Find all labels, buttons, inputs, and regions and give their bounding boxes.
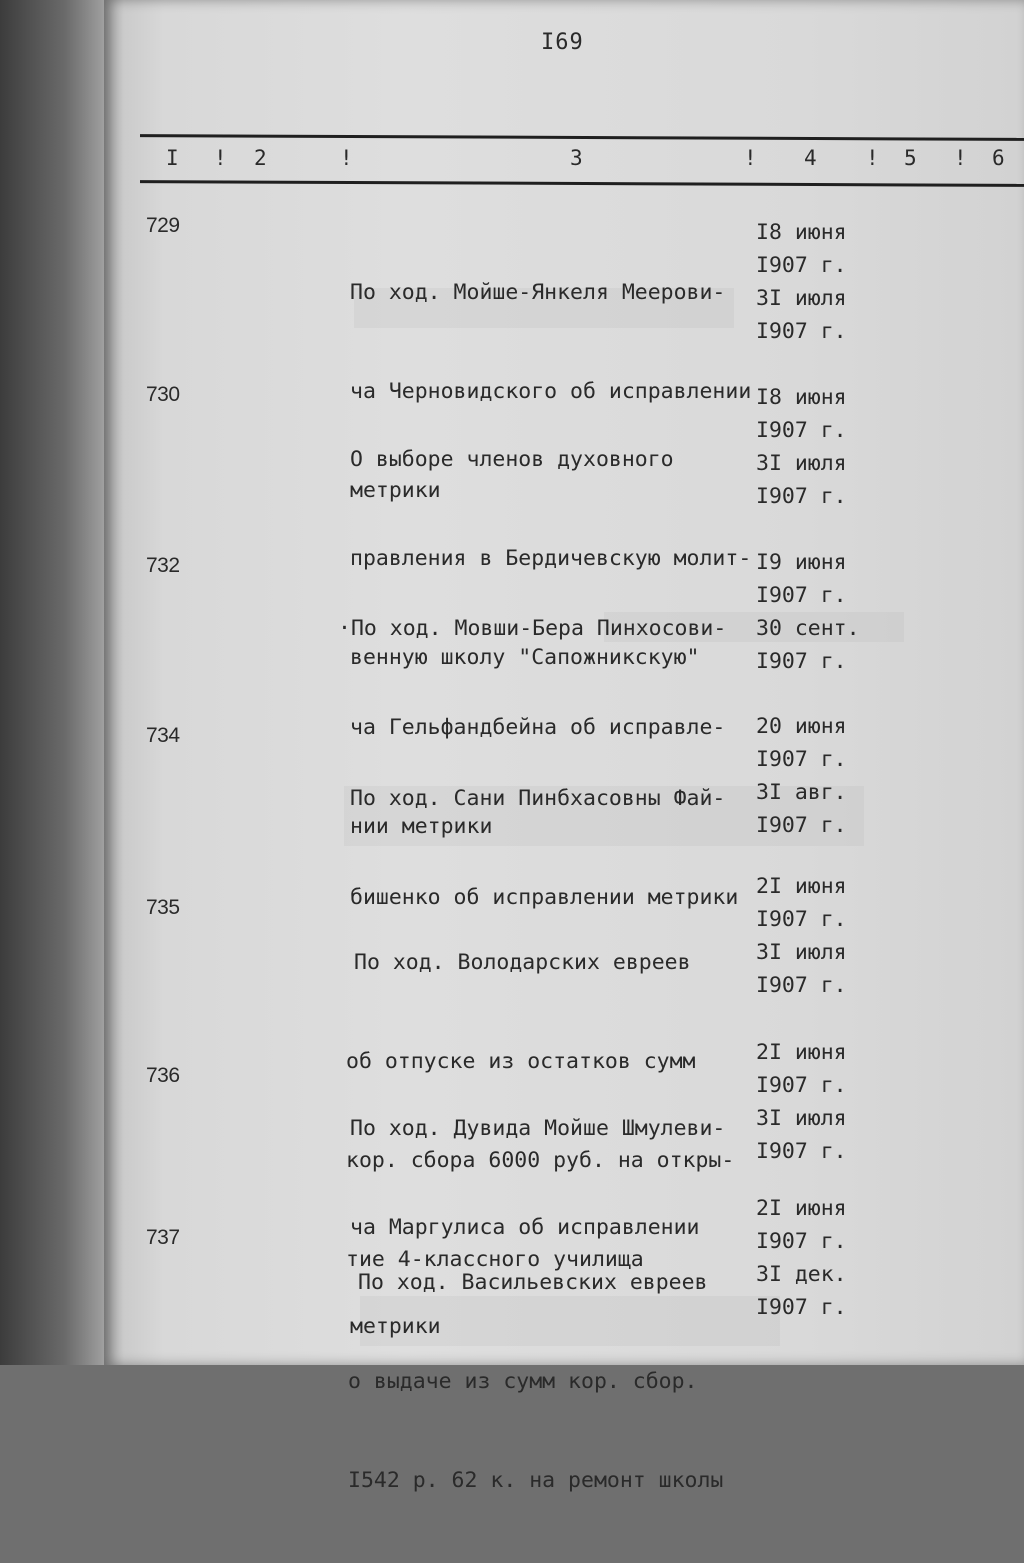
date-line: I8 июня [756, 220, 847, 245]
date-line: I907 г. [756, 973, 847, 998]
date-line: I907 г. [756, 747, 847, 772]
description-line: ча Гельфандбейна об исправле- [350, 715, 726, 740]
description-line: о выдаче из сумм кор. сбор. [348, 1369, 698, 1394]
description-line: венную школу "Сапожникскую" [350, 645, 700, 670]
description-line: метрики [350, 1314, 441, 1339]
date-line: 3I дек. [756, 1262, 847, 1287]
date-line: I8 июня [756, 385, 847, 410]
description-line: По ход. Васильевских евреев [358, 1270, 708, 1295]
entry-dates [756, 546, 886, 678]
entry-number: 735 [146, 896, 180, 919]
description-line: кор. сбора 6000 руб. на откры- [346, 1148, 735, 1173]
description-line: об отпуске из остатков сумм [346, 1049, 696, 1074]
column-header-6: 6 [992, 146, 1005, 170]
entry-number: 737 [146, 1226, 180, 1249]
entry-number: 732 [146, 554, 180, 577]
date-line: I907 г. [756, 649, 847, 674]
document-page [104, 0, 1024, 1493]
description-line: метрики [350, 478, 441, 503]
description-line: правления в Бердичевскую молит- [350, 546, 752, 571]
column-separator: ! [744, 146, 757, 170]
column-header-3: 3 [570, 146, 583, 170]
column-separator: ! [866, 146, 879, 170]
date-line: I907 г. [756, 319, 847, 344]
description-line: По ход. Сани Пинбхасовны Фай- [350, 786, 726, 811]
column-separator: ! [214, 146, 227, 170]
description-line: нии метрики [350, 814, 493, 839]
entry-dates [756, 381, 886, 513]
column-header-2: 2 [254, 146, 267, 170]
entry-number: 729 [146, 214, 180, 237]
entry-number: 734 [146, 724, 180, 747]
date-line: I907 г. [756, 907, 847, 932]
column-separator: ! [340, 146, 353, 170]
column-header-4: 4 [804, 146, 817, 170]
date-line: I907 г. [756, 813, 847, 838]
date-line: 30 сент. [756, 616, 860, 641]
date-line: I907 г. [756, 253, 847, 278]
date-line: 3I июля [756, 940, 847, 965]
description-line: ча Черновидского об исправлении [350, 379, 752, 404]
entry-dates [756, 216, 886, 348]
description-line: бишенко об исправлении метрики [350, 885, 739, 910]
column-separator: ! [954, 146, 967, 170]
description-line: По ход. Володарских евреев [354, 950, 691, 975]
date-line: I907 г. [756, 1229, 847, 1254]
entries-table [104, 0, 1024, 1493]
entry-dates [756, 1192, 886, 1324]
date-line: I907 г. [756, 418, 847, 443]
entry-dates [756, 710, 886, 842]
description-line: ча Маргулиса об исправлении [350, 1215, 700, 1240]
date-line: 3I июля [756, 286, 847, 311]
entry-dates [756, 870, 886, 1002]
entry-number: 730 [146, 383, 180, 406]
book-binding-shadow [0, 0, 118, 1365]
description-line: ·По ход. Мовши-Бера Пинхосови- [338, 616, 727, 641]
column-header-1: I [166, 146, 179, 170]
date-line: I907 г. [756, 1073, 847, 1098]
date-line: 3I авг. [756, 780, 847, 805]
date-line: 2I июня [756, 874, 847, 899]
date-line: I907 г. [756, 1139, 847, 1164]
entry-dates [756, 1036, 886, 1168]
entry-number: 736 [146, 1064, 180, 1087]
description-line: тие 4-классного училища [346, 1247, 644, 1272]
entry-description [348, 1200, 778, 1563]
date-line: I907 г. [756, 583, 847, 608]
date-line: I9 июня [756, 550, 847, 575]
date-line: 3I июля [756, 451, 847, 476]
date-line: 20 июня [756, 714, 847, 739]
description-line: О выборе членов духовного [350, 447, 674, 472]
date-line: 2I июня [756, 1196, 847, 1221]
date-line: I907 г. [756, 484, 847, 509]
page-number: I69 [541, 30, 584, 55]
date-line: 3I июля [756, 1106, 847, 1131]
column-header-5: 5 [904, 146, 917, 170]
description-line: По ход. Мойше-Янкеля Меерови- [350, 280, 726, 305]
description-line: I542 р. 62 к. на ремонт школы [348, 1468, 724, 1493]
description-line: По ход. Дувида Мойше Шмулеви- [350, 1116, 726, 1141]
date-line: I907 г. [756, 1295, 847, 1320]
date-line: 2I июня [756, 1040, 847, 1065]
